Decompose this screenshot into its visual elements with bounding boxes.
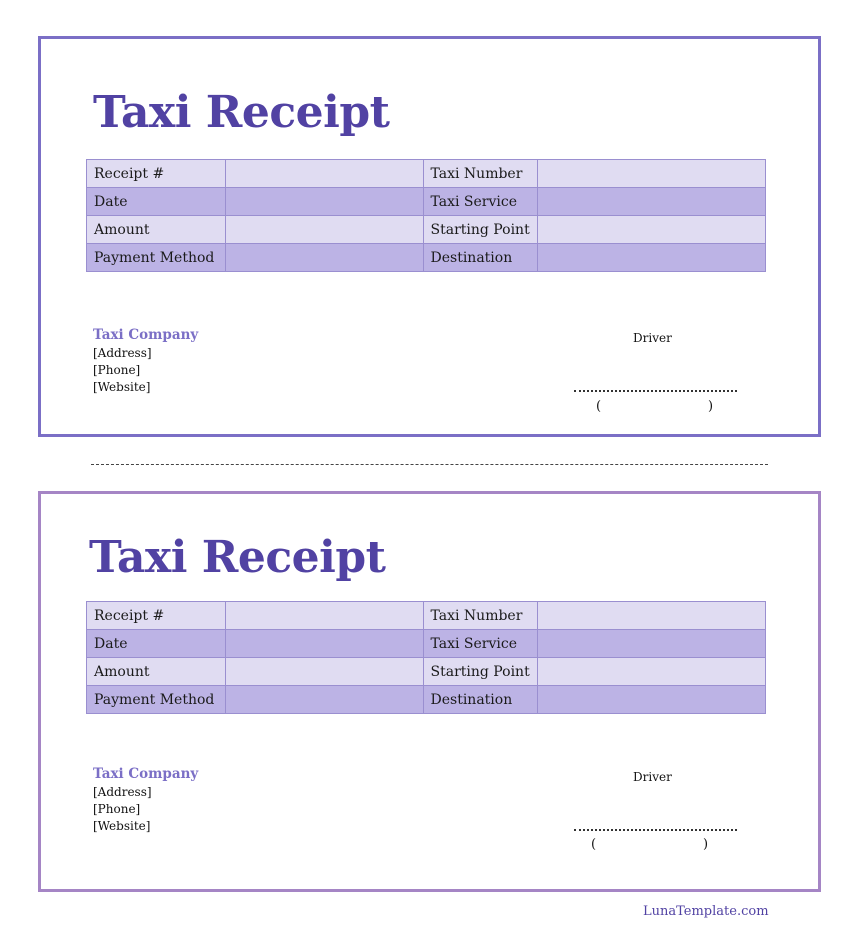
receipt-number-field[interactable] <box>225 160 423 188</box>
driver-label: Driver <box>633 331 672 345</box>
table-row <box>87 602 766 630</box>
table-row <box>87 216 766 244</box>
receipt-title: Taxi Receipt <box>93 87 390 138</box>
field-label: Starting Point <box>423 216 537 244</box>
company-name: Taxi Company <box>93 327 199 343</box>
payment-method-field[interactable] <box>225 244 423 272</box>
company-phone: [Phone] <box>93 363 141 377</box>
field-label: Destination <box>423 244 537 272</box>
field-label: Amount <box>87 658 226 686</box>
field-label: Taxi Service <box>423 630 537 658</box>
field-label: Taxi Service <box>423 188 537 216</box>
amount-field[interactable] <box>225 216 423 244</box>
date-field[interactable] <box>225 188 423 216</box>
signature-line <box>574 390 737 392</box>
company-block <box>93 766 198 835</box>
field-label: Payment Method <box>87 686 226 714</box>
receipt-title: Taxi Receipt <box>89 532 386 583</box>
footer-site-link[interactable]: LunaTemplate.com <box>643 904 769 919</box>
driver-label: Driver <box>633 770 672 784</box>
company-website: [Website] <box>93 380 151 394</box>
taxi-service-field[interactable] <box>537 630 765 658</box>
company-name: Taxi Company <box>93 766 199 782</box>
field-label: Receipt # <box>87 602 226 630</box>
table-row <box>87 686 766 714</box>
receipt-card-top <box>38 36 821 437</box>
field-label: Payment Method <box>87 244 226 272</box>
taxi-number-field[interactable] <box>537 160 765 188</box>
field-label: Date <box>87 630 226 658</box>
company-address: [Address] <box>93 346 152 360</box>
field-label: Destination <box>423 686 537 714</box>
signature-paren-open: ( <box>591 837 597 852</box>
company-address: [Address] <box>93 785 152 799</box>
table-row <box>87 244 766 272</box>
signature-paren-close: ) <box>708 399 714 414</box>
company-phone: [Phone] <box>93 802 141 816</box>
field-label: Date <box>87 188 226 216</box>
receipt-info-table <box>86 601 766 714</box>
signature-paren-open: ( <box>596 399 602 414</box>
amount-field[interactable] <box>225 658 423 686</box>
field-label: Taxi Number <box>423 602 537 630</box>
table-row <box>87 160 766 188</box>
field-label: Taxi Number <box>423 160 537 188</box>
signature-paren-close: ) <box>703 837 709 852</box>
company-website: [Website] <box>93 819 151 833</box>
field-label: Starting Point <box>423 658 537 686</box>
company-block <box>93 327 198 396</box>
table-row <box>87 630 766 658</box>
destination-field[interactable] <box>537 244 765 272</box>
starting-point-field[interactable] <box>537 658 765 686</box>
starting-point-field[interactable] <box>537 216 765 244</box>
field-label: Amount <box>87 216 226 244</box>
receipt-info-table <box>86 159 766 272</box>
payment-method-field[interactable] <box>225 686 423 714</box>
table-row <box>87 658 766 686</box>
taxi-service-field[interactable] <box>537 188 765 216</box>
receipt-number-field[interactable] <box>225 602 423 630</box>
date-field[interactable] <box>225 630 423 658</box>
cut-line <box>91 464 768 465</box>
field-label: Receipt # <box>87 160 226 188</box>
table-row <box>87 188 766 216</box>
taxi-number-field[interactable] <box>537 602 765 630</box>
destination-field[interactable] <box>537 686 765 714</box>
signature-line <box>574 829 737 831</box>
receipt-card-bottom <box>38 491 821 892</box>
